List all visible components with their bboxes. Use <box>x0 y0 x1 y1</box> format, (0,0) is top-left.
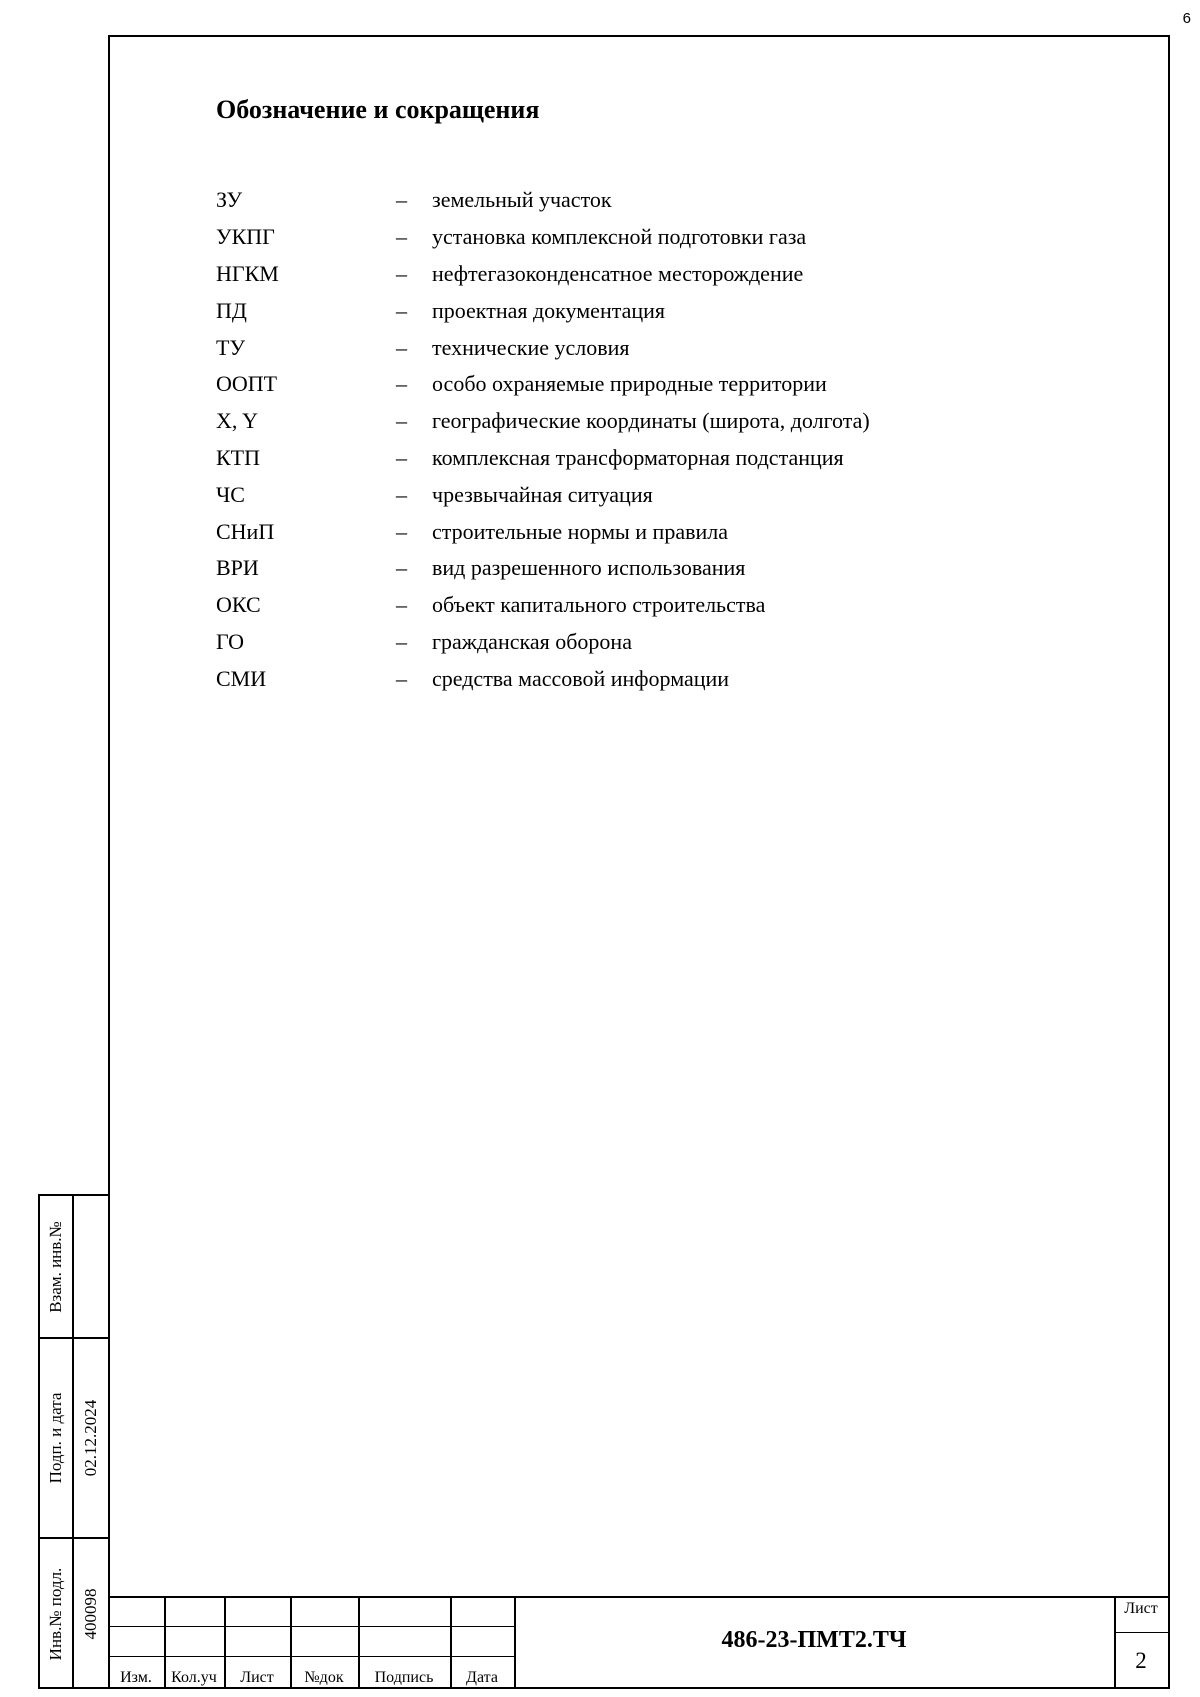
side-cell-vzam <box>40 1196 108 1339</box>
abbreviation-term: ЧС <box>216 481 245 507</box>
abbreviation-definition: вид разрешенного использования <box>432 555 746 581</box>
col-izm: Изм. <box>120 1669 152 1686</box>
abbreviation-term: ОКС <box>216 592 261 618</box>
abbreviation-term: СМИ <box>216 665 267 691</box>
abbreviation-dash: – <box>396 408 407 434</box>
col-podpis: Подпись <box>374 1669 434 1686</box>
abbreviation-definition: строительные нормы и правила <box>432 518 728 544</box>
abbreviation-definition: комплексная трансформаторная подстанция <box>432 444 844 470</box>
inv-label: Инв.№ подл. <box>46 1567 65 1661</box>
abbreviation-dash: – <box>396 481 407 507</box>
abbreviation-row <box>216 329 1016 366</box>
side-cell-podp <box>40 1339 108 1539</box>
abbreviation-dash: – <box>396 224 407 250</box>
inv-value: 400098 <box>81 1588 100 1640</box>
abbreviation-definition: земельный участок <box>432 187 612 213</box>
abbreviation-dash: – <box>396 665 407 691</box>
side-stamp <box>38 1194 108 1689</box>
abbreviation-dash: – <box>396 444 407 470</box>
abbreviation-term: ПД <box>216 297 247 323</box>
side-cell-inv <box>40 1539 108 1689</box>
abbreviation-term: ТУ <box>216 334 246 360</box>
abbreviation-term: X, Y <box>216 408 258 434</box>
document-code: 486-23-ПМТ2.ТЧ <box>721 1627 907 1653</box>
abbreviation-definition: нефтегазоконденсатное месторождение <box>432 260 804 286</box>
abbreviation-dash: – <box>396 518 407 544</box>
abbreviation-row <box>216 219 1016 256</box>
abbreviation-row <box>216 513 1016 550</box>
col-kol: Кол.уч <box>171 1669 217 1686</box>
col-list: Лист <box>240 1669 274 1686</box>
abbreviation-definition: технические условия <box>432 334 630 360</box>
abbreviation-dash: – <box>396 187 407 213</box>
sheet-label: Лист <box>1124 1600 1158 1617</box>
abbreviation-list <box>216 182 1016 697</box>
abbreviation-definition: географические координаты (широта, долгота) <box>432 408 870 434</box>
abbreviation-term: ГО <box>216 628 245 654</box>
abbreviation-row <box>216 660 1016 697</box>
title-block <box>108 1596 1170 1689</box>
abbreviation-row <box>216 366 1016 403</box>
abbreviation-term: СНиП <box>216 518 275 544</box>
abbreviation-definition: гражданская оборона <box>432 628 632 654</box>
abbreviation-definition: установка комплексной подготовки газа <box>432 224 807 250</box>
podp-value: 02.12.2024 <box>81 1399 100 1477</box>
abbreviation-dash: – <box>396 297 407 323</box>
abbreviation-row <box>216 256 1016 293</box>
abbreviation-term: ВРИ <box>216 555 259 581</box>
abbreviation-row <box>216 292 1016 329</box>
abbreviation-term: ООПТ <box>216 371 278 397</box>
abbreviation-definition: средства массовой информации <box>432 665 730 691</box>
abbreviation-dash: – <box>396 628 407 654</box>
abbreviation-row <box>216 476 1016 513</box>
abbreviation-dash: – <box>396 334 407 360</box>
abbreviation-term: ЗУ <box>216 187 243 213</box>
abbreviation-definition: объект капитального строительства <box>432 592 766 618</box>
col-ndok: №док <box>304 1669 344 1686</box>
abbreviation-row <box>216 550 1016 587</box>
abbreviation-definition: особо охраняемые природные территории <box>432 371 827 397</box>
abbreviation-dash: – <box>396 555 407 581</box>
abbreviation-term: КТП <box>216 444 260 470</box>
abbreviation-row <box>216 587 1016 624</box>
abbreviation-definition: проектная документация <box>432 297 666 323</box>
abbreviation-dash: – <box>396 371 407 397</box>
abbreviation-row <box>216 624 1016 661</box>
abbreviation-row <box>216 182 1016 219</box>
abbreviation-dash: – <box>396 260 407 286</box>
col-data: Дата <box>466 1669 498 1686</box>
sheet-number: 2 <box>1135 1648 1147 1673</box>
abbreviation-dash: – <box>396 592 407 618</box>
abbreviation-term: НГКМ <box>216 260 279 286</box>
abbreviation-definition: чрезвычайная ситуация <box>432 481 653 507</box>
page-number: 6 <box>1182 10 1191 27</box>
vzam-label: Взам. инв.№ <box>46 1220 65 1313</box>
page-title: Обозначение и сокращения <box>216 95 540 124</box>
abbreviation-row <box>216 403 1016 440</box>
abbreviation-term: УКПГ <box>216 224 275 250</box>
podp-label: Подп. и дата <box>46 1392 65 1484</box>
abbreviation-row <box>216 440 1016 477</box>
